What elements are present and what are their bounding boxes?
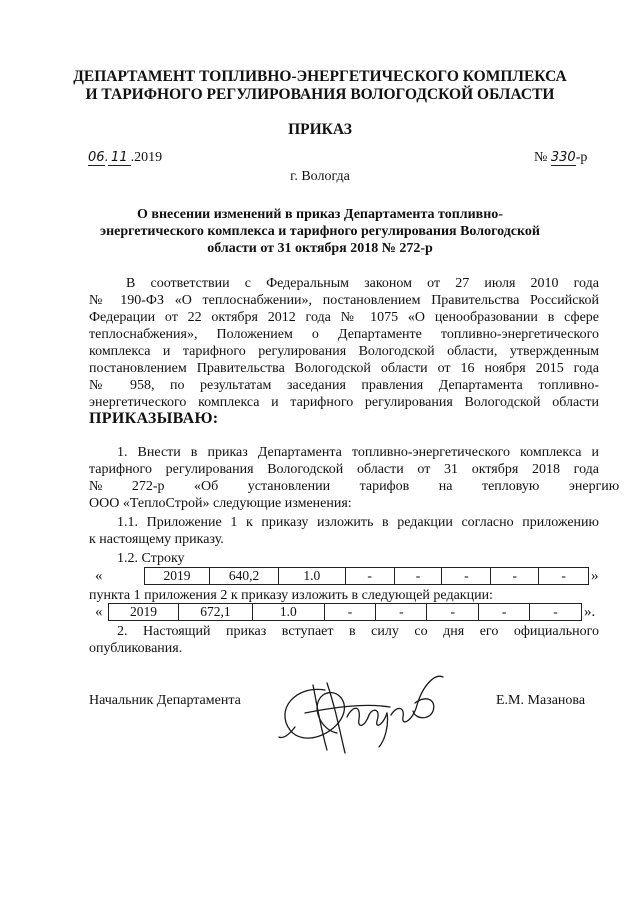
number-value: 330 — [550, 150, 576, 165]
item-1-1-line: 1.1. Приложение 1 к приказу изложить в редакции согласно приложению — [117, 515, 599, 530]
order-word: ПРИКАЗЫВАЮ: — [89, 410, 219, 427]
preamble-line: постановлением Правительства Вологодской области от 16 ноября 2015 года — [89, 361, 599, 376]
order-date — [88, 150, 162, 166]
item-2-line: 2. Настоящий приказ вступает в силу со дня его официального — [117, 624, 599, 639]
date-separator: . — [104, 150, 109, 165]
row-new-table — [108, 603, 582, 621]
preamble-line: № 958, по результатам заседания правления Департамента топливно- — [89, 378, 599, 393]
quote-open: « — [95, 604, 103, 620]
table-cell: - — [530, 604, 582, 621]
table-row — [145, 568, 589, 585]
table-cell: - — [345, 568, 394, 585]
table-cell: 1.0 — [279, 568, 346, 585]
table-cell: - — [442, 568, 491, 585]
quote-open: « — [95, 568, 103, 584]
table-cell: 1.0 — [252, 604, 324, 621]
preamble-line: комплекса и тарифного регулирования Вологодской области, утвержденным — [89, 344, 599, 359]
department-header-line-1: ДЕПАРТАМЕНТ ТОПЛИВНО-ЭНЕРГЕТИЧЕСКОГО КОМПЛЕКСА — [73, 68, 567, 85]
date-day: 06 — [88, 150, 105, 165]
number-suffix: -р — [575, 150, 588, 165]
table-cell: 640,2 — [210, 568, 279, 585]
item-2-line: опубликования. — [89, 641, 183, 656]
preamble-line: В соответствии с Федеральным законом от 27 июля 2010 года — [126, 276, 599, 291]
table-cell: - — [394, 568, 442, 585]
table-cell: - — [479, 604, 530, 621]
table-row — [109, 604, 582, 621]
title-line-2: энергетического комплекса и тарифного регулирования Вологодской — [100, 224, 540, 239]
item-1-line: ООО «ТеплоСтрой» следующие изменения: — [89, 496, 352, 511]
date-month: 11 — [108, 151, 131, 166]
handwritten-signature — [265, 655, 465, 765]
quote-close: ». — [584, 604, 596, 620]
document-type: ПРИКАЗ — [288, 121, 352, 138]
preamble-line: теплоснабжения», Положением о Департаменте топливно-энергетического — [89, 327, 599, 342]
preamble-line: Федерации от 22 октября 2012 года № 1075 «О ценообразовании в сфере — [89, 310, 599, 325]
preamble-line: № 190-ФЗ «О теплоснабжении», постановлением Правительства Российской — [89, 293, 599, 308]
item-1-line: 1. Внести в приказ Департамента топливно-энергетического комплекса и — [117, 445, 599, 460]
row-old-table — [144, 567, 589, 585]
table-cell: 2019 — [145, 568, 210, 585]
item-1-1-line: к настоящему приказу. — [89, 532, 224, 547]
number-prefix: № — [534, 150, 548, 165]
table-cell: - — [491, 568, 539, 585]
item-1-line: тарифного регулирования Вологодской области от 31 октября 2018 года — [89, 462, 599, 477]
mid-text: пункта 1 приложения 2 к приказу изложить в следующей редакции: — [89, 588, 493, 603]
quote-close: » — [591, 568, 599, 584]
preamble-line: энергетического комплекса и тарифного регулирования Вологодской области — [89, 395, 599, 410]
order-number — [534, 150, 587, 166]
table-cell: - — [376, 604, 427, 621]
table-cell: 2019 — [109, 604, 179, 621]
department-header-line-2: И ТАРИФНОГО РЕГУЛИРОВАНИЯ ВОЛОГОДСКОЙ ОБЛАСТИ — [85, 86, 555, 103]
table-cell: - — [324, 604, 376, 621]
city: г. Вологда — [290, 169, 350, 184]
table-cell: - — [427, 604, 479, 621]
table-cell: - — [539, 568, 589, 585]
item-1-line: № 272-р «Об установлении тарифов на тепловую энергию — [89, 479, 620, 494]
date-year: .2019 — [130, 150, 163, 165]
signatory-position: Начальник Департамента — [89, 693, 241, 708]
table-cell: 672,1 — [178, 604, 252, 621]
item-1-2-label: 1.2. Строку — [117, 551, 185, 566]
title-line-1: О внесении изменений в приказ Департамента топливно- — [137, 207, 503, 222]
title-line-3: области от 31 октября 2018 № 272-р — [207, 241, 433, 256]
signatory-name: Е.М. Мазанова — [496, 693, 586, 708]
